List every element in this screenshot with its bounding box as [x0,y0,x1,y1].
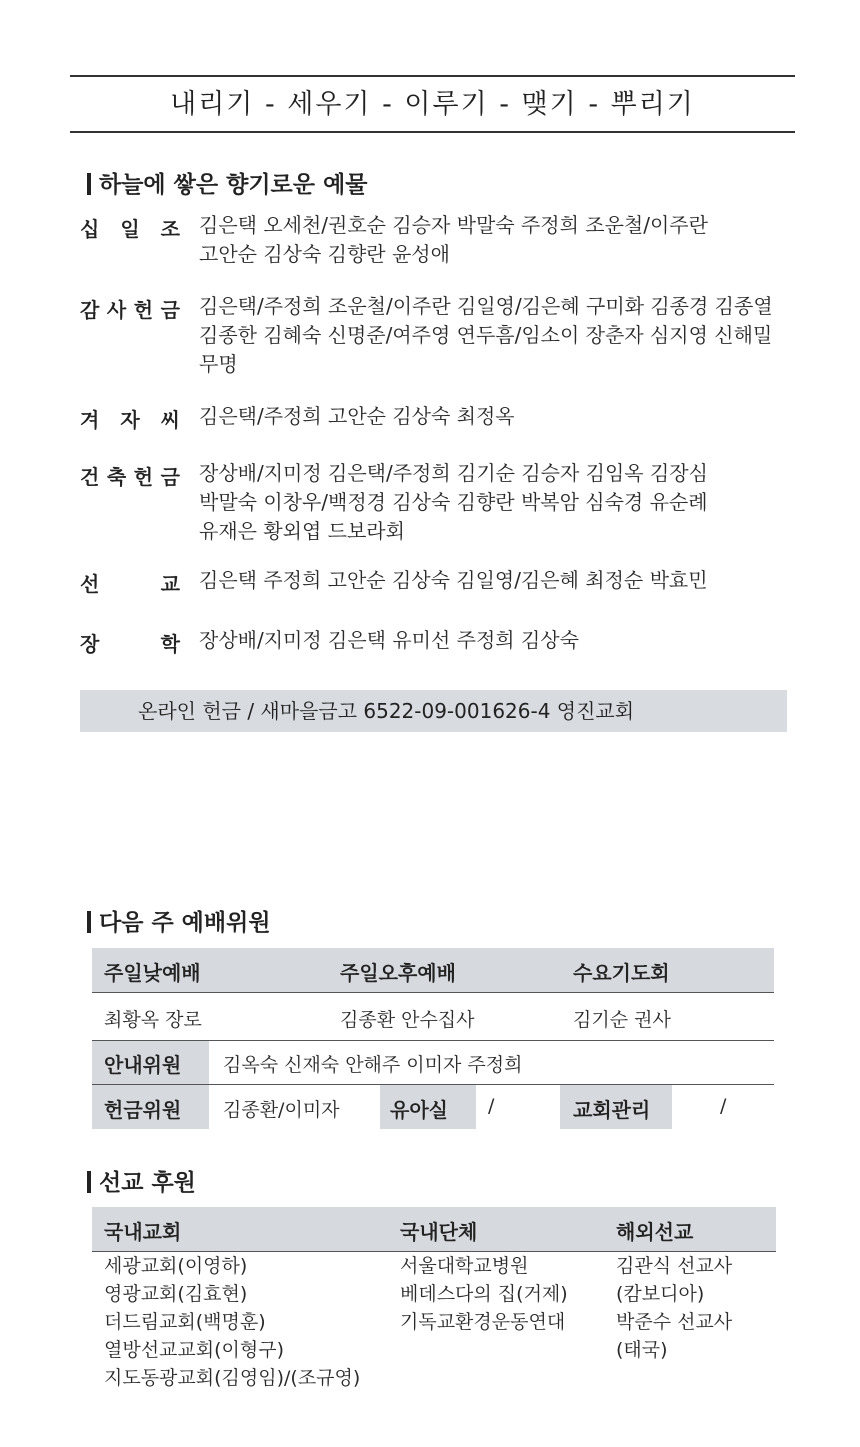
nursery-label: 유아실 [390,1098,448,1122]
offering-names-line: 장상배/지미정 김은택/주정희 김기순 김승자 김임옥 김장심 [199,461,708,485]
offering-label-char: 조 [160,217,180,241]
offering-label-char: 축 [106,465,127,489]
offerings-title [87,166,367,199]
offering-names-line: 김은택 주정희 고안순 김상숙 김일영/김은혜 최정순 박효민 [199,568,708,592]
offering-label-char: 사 [106,298,127,322]
offering-names-line: 장상배/지미정 김은택 유미선 주정희 김상숙 [199,628,579,652]
offering-label-char: 선 [80,572,100,596]
list-item: 서울대학교병원 [400,1255,529,1277]
offering-label-char: 금 [160,298,180,322]
top-rule [70,75,795,77]
offering-label-char: 장 [80,632,100,656]
mission-title-text: 선교 후원 [99,1170,196,1196]
header-wednesday-prayer: 수요기도회 [573,961,670,985]
offering-names [199,211,799,269]
header-domestic-orgs: 국내단체 [400,1220,478,1244]
section-bar-icon [87,1171,91,1193]
offering-names [199,402,799,431]
header-sunday-afternoon: 주일오후예배 [340,961,456,985]
header-domestic-churches: 국내교회 [104,1220,182,1244]
list-item: (캄보디아) [616,1283,705,1305]
nursery-value: / [488,1095,495,1117]
domestic-orgs-list [400,1252,568,1336]
list-item: 열방선교교회(이형구) [104,1339,285,1361]
offering-names-line: 박말숙 이창우/백정경 김상숙 김향란 박복암 심숙경 유순례 [199,490,708,514]
offering-names-line: 김은택 오세천/권호순 김승자 박말숙 주정희 조운철/이주란 [199,213,708,237]
offering-label [80,294,180,323]
online-giving-banner [80,690,787,732]
offering-label-char: 헌 [133,298,154,322]
header-overseas: 해외선교 [616,1220,694,1244]
offering-label-char: 교 [160,572,180,596]
offering-label-char: 건 [80,465,100,489]
overseas-list [616,1252,732,1364]
list-item: 더드림교회(백명훈) [104,1311,266,1333]
list-item: 김관식 선교사 [616,1255,733,1277]
offering-names-line: 유재은 황외엽 드보라회 [199,519,405,543]
offering-names [199,292,799,379]
offering-label-char: 자 [120,408,140,432]
offering-label [80,404,180,433]
offering-label-char: 학 [160,632,180,656]
offering-label [80,568,180,597]
leader-wednesday-prayer: 김기순 권사 [573,1009,671,1031]
leader-sunday-morning: 최황옥 장로 [104,1009,202,1031]
section-bar-icon [87,911,91,933]
offering-names-line: 김은택/주정희 조운철/이주란 김일영/김은혜 구미화 김종경 김종열 [199,294,773,318]
section-bar-icon [87,173,91,195]
offering-label-char: 겨 [80,408,100,432]
list-item: 세광교회(이영하) [104,1255,248,1277]
offering-label [80,213,180,242]
next-week-title [87,904,271,937]
offering-label-char: 감 [80,298,100,322]
offering-names-line: 김은택/주정희 고안순 김상숙 최정옥 [199,404,515,428]
offering-committee-names: 김종환/이미자 [223,1099,340,1121]
online-giving-text: 온라인 헌금 / 새마을금고 6522-09-001626-4 영진교회 [138,699,635,723]
offering-label-char: 금 [160,465,180,489]
usher-label: 안내위원 [104,1053,182,1077]
management-label: 교회관리 [573,1098,651,1122]
leader-sunday-afternoon: 김종환 안수집사 [340,1009,475,1031]
offering-names [199,566,799,595]
offering-names [199,459,799,546]
header-sunday-morning: 주일낮예배 [104,961,201,985]
offering-label-char: 십 [80,217,100,241]
offering-label [80,461,180,490]
offering-label-char: 씨 [160,408,180,432]
mission-title [87,1164,196,1197]
list-item: (태국) [616,1339,668,1361]
list-item: 베데스다의 집(거제) [400,1283,568,1305]
offering-names-line: 무명 [199,352,238,376]
offering-names-line: 김종한 김혜숙 신명준/여주영 연두흠/임소이 장춘자 심지영 신해밀 [199,323,773,347]
motto: 내리기 - 세우기 - 이루기 - 맺기 - 뿌리기 [170,89,695,120]
list-item: 기독교환경운동연대 [400,1311,566,1333]
offering-names [199,626,799,655]
offering-label [80,628,180,657]
bottom-rule [70,131,795,133]
management-value: / [720,1095,727,1117]
next-week-title-text: 다음 주 예배위원 [99,910,271,936]
domestic-churches-list [104,1252,360,1392]
list-item: 영광교회(김효현) [104,1283,248,1305]
offerings-title-text: 하늘에 쌓은 향기로운 예물 [99,172,368,198]
offering-names-line: 고안순 김상숙 김향란 윤성애 [199,242,450,266]
offering-label-char: 일 [120,217,140,241]
list-item: 박준수 선교사 [616,1311,733,1333]
offering-committee-label: 헌금위원 [104,1098,182,1122]
usher-names: 김옥숙 신재숙 안해주 이미자 주정희 [223,1054,523,1076]
divider [92,992,774,993]
offering-label-char: 헌 [133,465,154,489]
list-item: 지도동광교회(김영임)/(조규영) [104,1367,361,1389]
